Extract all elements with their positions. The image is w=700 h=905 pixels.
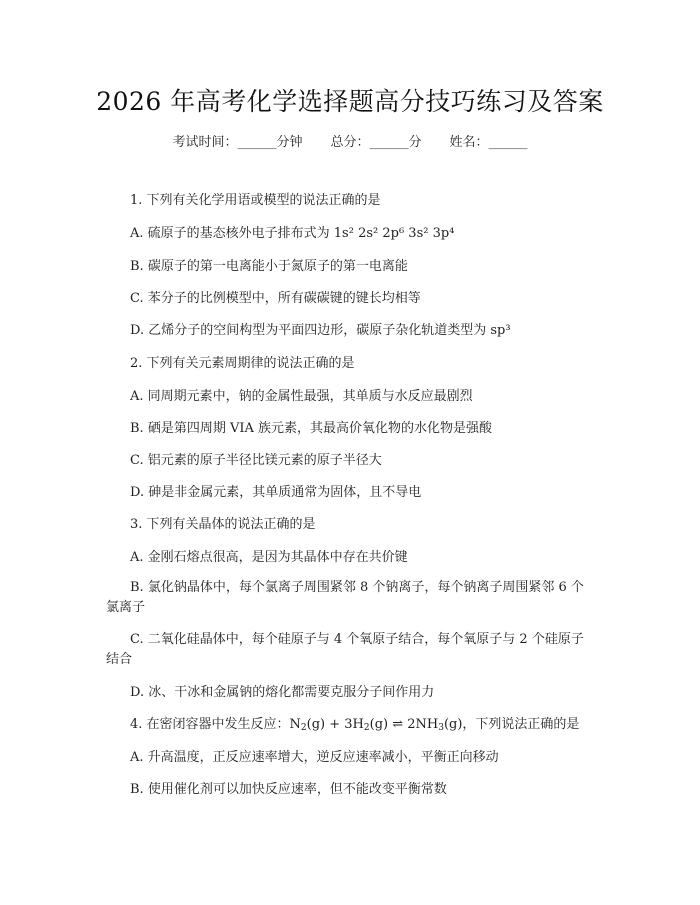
- student-name: 姓名：______: [449, 135, 528, 150]
- q1-option-b: B. 碳原子的第一电离能小于氮原子的第一电离能: [130, 259, 408, 274]
- q4-option-b: B. 使用催化剂可以加快反应速率，但不能改变平衡常数: [130, 782, 447, 797]
- question-4: 4. 在密闭容器中发生反应：$N_2(g) + 3H_2(g)$ ⇌ $2NH_3(g)$，下列说法正确的是: [130, 717, 580, 733]
- q1-option-d: D. 乙烯分子的空间构型为平面四边形，碳原子杂化轨道类型为 sp³: [130, 323, 511, 338]
- q4-option-a: A. 升高温度，正反应速率增大，逆反应速率减小，平衡正向移动: [130, 750, 499, 765]
- q1-option-a: A. 硫原子的基态核外电子排布式为 1s² 2s² 2p⁶ 3s² 3p⁴: [130, 226, 455, 241]
- q2-option-d: D. 砷是非金属元素，其单质通常为固体，且不导电: [130, 485, 422, 500]
- q2-option-a: A. 同周期元素中，钠的金属性最强，其单质与水反应最剧烈: [130, 389, 473, 404]
- q2-option-c: C. 铝元素的原子半径比镁元素的原子半径大: [130, 453, 382, 468]
- q3-option-a: A. 金刚石熔点很高，是因为其晶体中存在共价键: [130, 550, 408, 565]
- q3-option-b: B. 氯化钠晶体中，每个氯离子周围紧邻 8 个钠离子，每个钠离子周围紧邻 6 个氯离子: [106, 580, 584, 615]
- question-1: 1. 下列有关化学用语或模型的说法正确的是: [130, 193, 381, 208]
- q2-option-b: B. 硒是第四周期 VIA 族元素，其最高价氧化物的水化物是强酸: [130, 421, 492, 436]
- q3-option-c: C. 二氧化硅晶体中，每个硅原子与 4 个氧原子结合，每个氧原子与 2 个硅原子结合: [106, 632, 584, 667]
- exam-info: [0, 131, 700, 150]
- exam-time: 考试时间：______分钟: [172, 135, 303, 150]
- exam-score: 总分：______分: [330, 135, 422, 150]
- q1-option-c: C. 苯分子的比例模型中，所有碳碳键的键长均相等: [130, 291, 421, 306]
- question-2: 2. 下列有关元素周期律的说法正确的是: [130, 356, 355, 371]
- page-title: 2026 年高考化学选择题高分技巧练习及答案: [96, 87, 604, 116]
- question-3: 3. 下列有关晶体的说法正确的是: [130, 517, 316, 532]
- q3-option-d: D. 冰、干冰和金属钠的熔化都需要克服分子间作用力: [130, 685, 435, 700]
